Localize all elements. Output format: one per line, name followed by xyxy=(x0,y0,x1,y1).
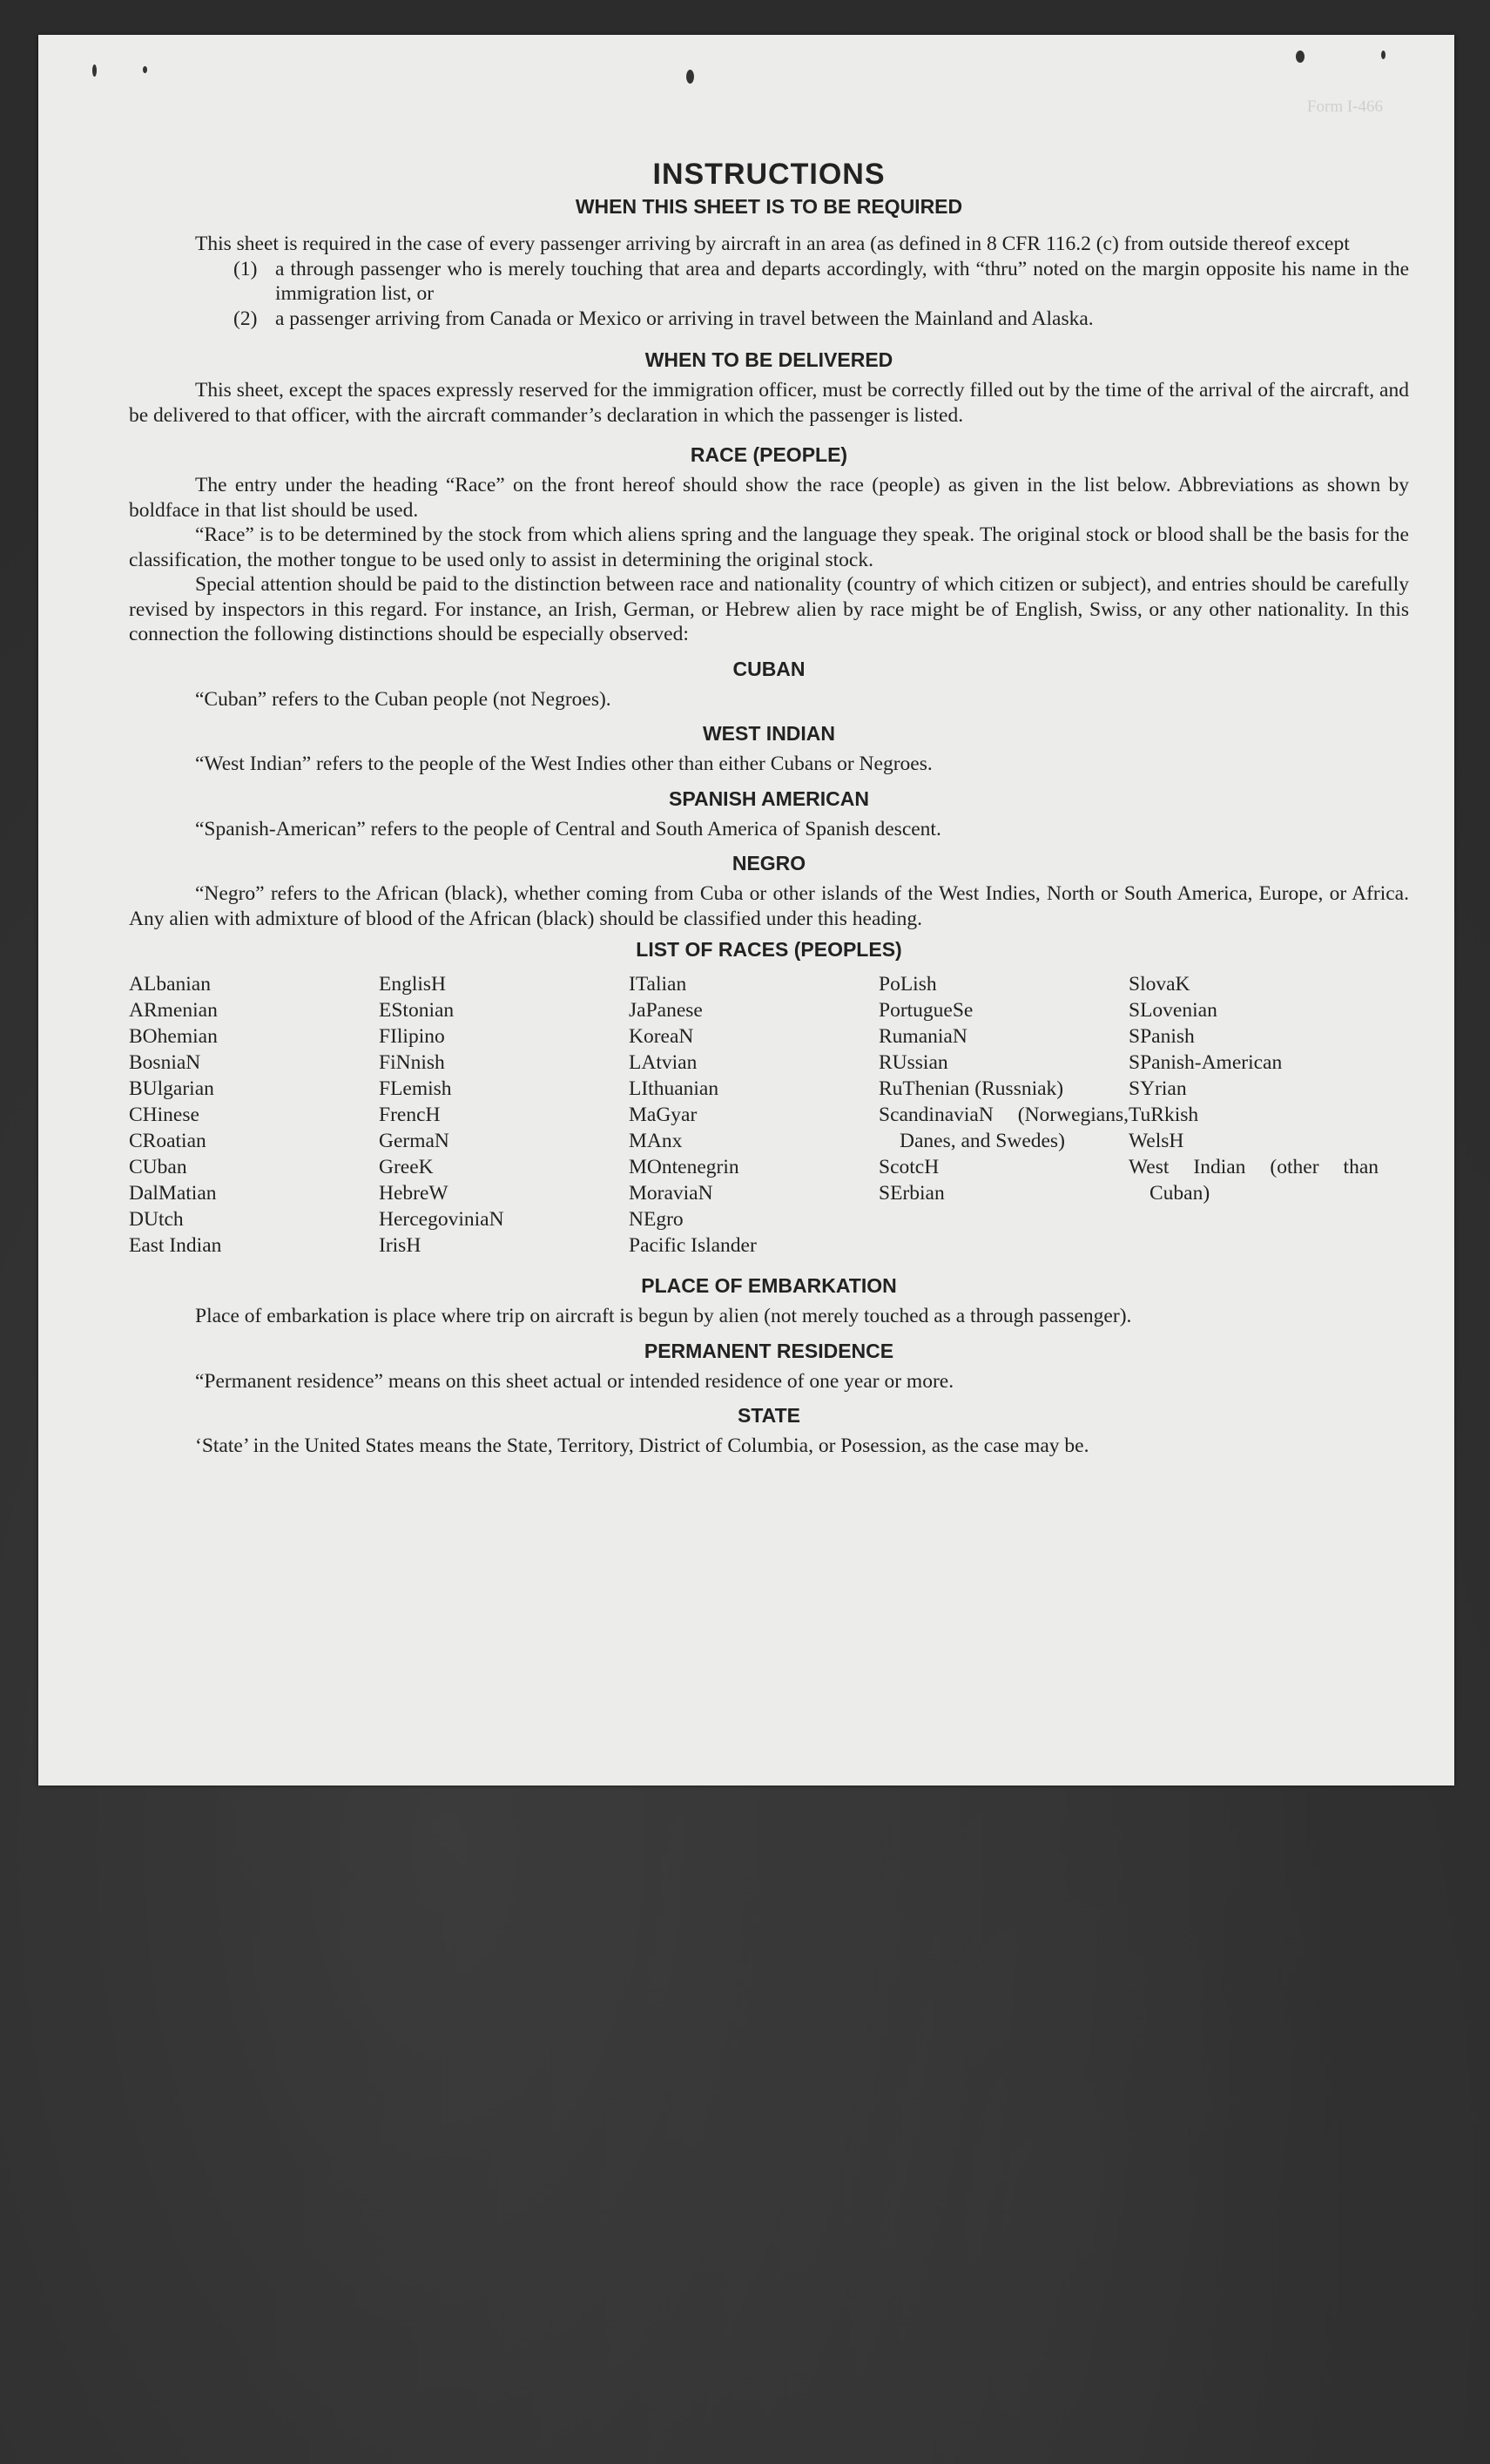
list-item: BUlgarian xyxy=(129,1077,214,1100)
list-item: RumaniaN xyxy=(879,1025,967,1048)
list-item: WelsH xyxy=(1129,1130,1184,1152)
list-item: PortugueSe xyxy=(879,999,974,1022)
list-item: NEgro xyxy=(629,1208,684,1231)
item-text: a passenger arriving from Canada or Mexico or arriving in travel between the Mainland and Alaska. xyxy=(275,307,1094,330)
race-column-3 xyxy=(629,971,879,1259)
list-item: LIthuanian xyxy=(629,1077,719,1100)
list-item: BosniaN xyxy=(129,1051,201,1074)
required-item-1 xyxy=(129,257,1409,307)
list-item: SLovenian xyxy=(1129,999,1217,1022)
list-item: PoLish xyxy=(879,973,937,996)
list-item: SErbian xyxy=(879,1182,945,1205)
section-heading-negro: NEGRO xyxy=(732,852,806,874)
page-title: INSTRUCTIONS xyxy=(652,158,886,191)
section-heading-cuban: CUBAN xyxy=(732,657,806,680)
list-item: CRoatian xyxy=(129,1130,206,1152)
instruction-sheet xyxy=(38,35,1454,1786)
item-text: a through passenger who is merely touching that area and departs accordingly, with “thru” noted on the margin opposite his name in the immigration list, or xyxy=(275,257,1409,305)
ink-mark xyxy=(92,64,97,77)
west-indian-text: “West Indian” refers to the people of the West Indies other than either Cubans or Negroes. xyxy=(195,753,933,775)
list-item: TuRkish xyxy=(1129,1104,1199,1126)
list-item: SPanish xyxy=(1129,1025,1195,1048)
list-item: ITalian xyxy=(629,973,687,996)
list-item: MoraviaN xyxy=(629,1182,713,1205)
race-paragraph-2: “Race” is to be determined by the stock from which aliens spring and the language they speak. The original stock or blood shall be the basis for the classification, the mother tongue to be used only to assist in determining the original stock. xyxy=(129,523,1409,571)
list-item: FLemish xyxy=(379,1077,452,1100)
section-heading-delivered: WHEN TO BE DELIVERED xyxy=(644,348,893,371)
race-column-4 xyxy=(879,971,1129,1259)
list-item: FrencH xyxy=(379,1104,441,1126)
list-item: JaPanese xyxy=(629,999,703,1022)
item-number: (1) xyxy=(233,257,258,280)
required-item-2 xyxy=(129,307,1409,332)
section-heading-required: WHEN THIS SHEET IS TO BE REQUIRED xyxy=(575,195,963,218)
list-item: RUssian xyxy=(879,1051,948,1074)
list-item: EStonian xyxy=(379,999,455,1022)
cuban-text: “Cuban” refers to the Cuban people (not Negroes). xyxy=(195,687,611,711)
ink-mark xyxy=(143,66,147,73)
race-column-1 xyxy=(129,971,379,1259)
list-item: FiNnish xyxy=(379,1051,445,1074)
list-item: RuThenian (Russniak) xyxy=(879,1077,1064,1100)
list-item: ScandinaviaN (Norwegians, Danes, and Swedes) xyxy=(879,1104,1129,1152)
list-item: DalMatian xyxy=(129,1182,217,1205)
list-item: SlovaK xyxy=(1129,973,1190,996)
list-item: HercegoviniaN xyxy=(379,1208,504,1231)
section-heading-race-list: LIST OF RACES (PEOPLES) xyxy=(636,938,902,961)
list-item: CHinese xyxy=(129,1104,199,1126)
list-item: EnglisH xyxy=(379,973,447,996)
ink-mark xyxy=(1296,51,1305,63)
instructions-body xyxy=(129,157,1409,1459)
residence-text: “Permanent residence” means on this sheet actual or intended residence of one year or more. xyxy=(195,1369,954,1393)
state-text: ‘State’ in the United States means the State, Territory, District of Columbia, or Posession, as the case may be. xyxy=(195,1435,1089,1457)
negro-text: “Negro” refers to the African (black), whether coming from Cuba or other islands of the West Indies, North or South America, Europe, or Africa. Any alien with admixture of blood of the African (black) should be classified under this heading. xyxy=(129,882,1409,930)
item-number: (2) xyxy=(233,307,258,330)
list-item: GreeK xyxy=(379,1156,434,1178)
list-item: LAtvian xyxy=(629,1051,698,1074)
ink-mark xyxy=(686,70,694,84)
list-item: West Indian (other than Cuban) xyxy=(1129,1156,1379,1205)
list-item: CUban xyxy=(129,1156,187,1178)
list-item: Pacific Islander xyxy=(629,1234,757,1257)
list-item: ScotcH xyxy=(879,1156,940,1178)
ink-mark xyxy=(1381,51,1385,59)
race-paragraph-3: Special attention should be paid to the distinction between race and nationality (country of which citizen or subject), and entries should be carefully revised by inspectors in this regard. For instance, an Irish, German, or Hebrew alien by race might be of English, Swiss, or any other nationality. In this connection the following distinctions should be especially observed: xyxy=(129,573,1409,645)
section-heading-embarkation: PLACE OF EMBARKATION xyxy=(641,1274,897,1297)
list-item: KoreaN xyxy=(629,1025,694,1048)
race-column-2 xyxy=(379,971,629,1259)
list-item: IrisH xyxy=(379,1234,421,1257)
required-intro: This sheet is required in the case of every passenger arriving by aircraft in an area (as defined in 8 CFR 116.2 (c) from outside thereof except xyxy=(195,233,1350,255)
form-number: Form I-466 xyxy=(1306,98,1383,116)
race-paragraph-1: The entry under the heading “Race” on the front hereof should show the race (people) as given in the list below. Abbreviations as shown by boldface in that list should be used. xyxy=(129,474,1409,522)
list-item: ARmenian xyxy=(129,999,218,1022)
section-heading-state: STATE xyxy=(738,1404,800,1427)
list-item: East Indian xyxy=(129,1234,222,1257)
list-item: ALbanian xyxy=(129,973,211,996)
list-item: GermaN xyxy=(379,1130,449,1152)
delivered-text: This sheet, except the spaces expressly reserved for the immigration officer, must be correctly filled out by the time of the arrival of the aircraft, and be delivered to that officer, with the aircraft commander’s declaration in which the passenger is listed. xyxy=(129,379,1409,427)
race-column-5 xyxy=(1129,971,1379,1259)
list-item: SPanish-American xyxy=(1129,1051,1283,1074)
section-heading-race: RACE (PEOPLE) xyxy=(690,443,848,466)
section-heading-spanish-american: SPANISH AMERICAN xyxy=(668,786,869,810)
list-item: BOhemian xyxy=(129,1025,218,1048)
list-item: MAnx xyxy=(629,1130,683,1152)
section-heading-residence: PERMANENT RESIDENCE xyxy=(644,1339,894,1362)
list-item: HebreW xyxy=(379,1182,448,1205)
embarkation-text: Place of embarkation is place where trip on aircraft is begun by alien (not merely touched as a through passenger). xyxy=(195,1305,1132,1327)
list-item: MaGyar xyxy=(629,1104,698,1126)
list-item: MOntenegrin xyxy=(629,1156,739,1178)
race-list xyxy=(129,971,1409,1259)
list-item: DUtch xyxy=(129,1208,184,1231)
list-item: SYrian xyxy=(1129,1077,1187,1100)
list-item: FIlipino xyxy=(379,1025,445,1048)
section-heading-west-indian: WEST INDIAN xyxy=(702,722,836,745)
spanish-american-text: “Spanish-American” refers to the people of Central and South America of Spanish descent. xyxy=(195,817,941,840)
